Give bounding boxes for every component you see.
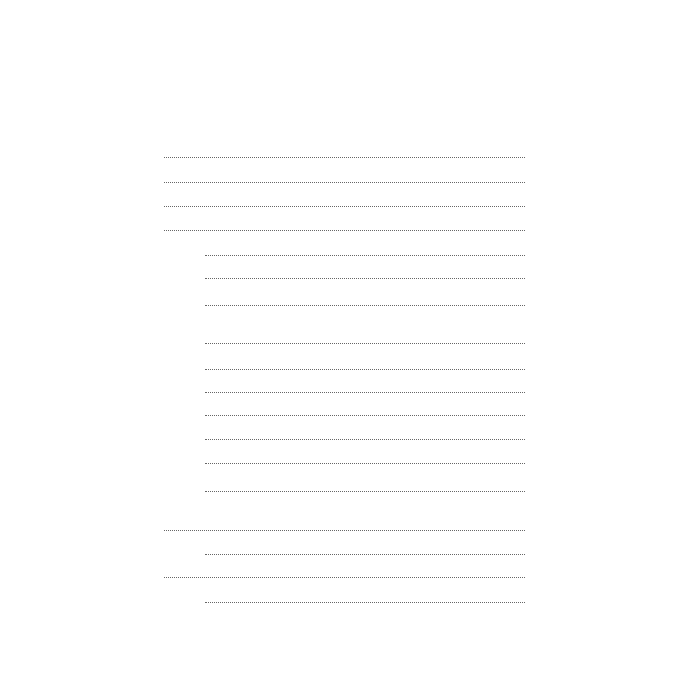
toc-entry-hicret[interactable] — [162, 580, 527, 581]
dot-leader — [205, 439, 525, 440]
dot-leader — [164, 206, 525, 207]
dot-leader — [205, 369, 525, 370]
dot-leader — [205, 602, 525, 603]
toc-entry-habesistan-2[interactable] — [203, 418, 527, 419]
dot-leader — [205, 392, 525, 393]
dot-leader — [205, 278, 525, 279]
toc-entry-akabe[interactable] — [203, 557, 527, 558]
bottom-decorative-band — [116, 628, 583, 700]
toc-entry-hamza-omer[interactable] — [203, 395, 527, 396]
dot-leader — [164, 230, 525, 231]
dot-leader — [205, 305, 525, 306]
toc-entry-habesistan-1[interactable] — [203, 372, 527, 373]
toc-entry-islam-oncesi[interactable] — [162, 185, 527, 186]
dot-leader — [205, 343, 525, 344]
dot-leader — [164, 182, 525, 183]
toc-entry-mekke-devri-olaylari[interactable] — [203, 442, 527, 443]
dot-leader — [205, 463, 525, 464]
dot-leader — [164, 577, 525, 578]
toc-entry-insan-ve-peygamber[interactable] — [162, 209, 527, 210]
toc-entry-evlenmesi[interactable] — [203, 281, 527, 282]
book-page — [116, 0, 583, 700]
toc-entry-onsoz[interactable] — [162, 160, 527, 161]
dot-leader — [205, 554, 525, 555]
dot-leader — [205, 255, 525, 256]
toc-entry-dogumu[interactable] — [203, 258, 527, 259]
toc-entry-peygamber-olusu[interactable] — [203, 304, 527, 309]
toc-entry-boykot[interactable] — [203, 466, 527, 467]
dot-leader — [164, 530, 525, 531]
toc-entry-mirac[interactable] — [162, 533, 527, 534]
table-of-contents — [162, 0, 527, 700]
toc-entry-ilk-muslumanlar[interactable] — [203, 346, 527, 347]
dot-leader — [205, 491, 525, 492]
toc-entry-huzun-yili[interactable] — [203, 490, 527, 495]
toc-entry-hazreti-muhammed[interactable] — [162, 233, 527, 234]
dot-leader — [205, 415, 525, 416]
toc-entry-hicretin-onemi[interactable] — [203, 605, 527, 606]
dot-leader — [164, 157, 525, 158]
